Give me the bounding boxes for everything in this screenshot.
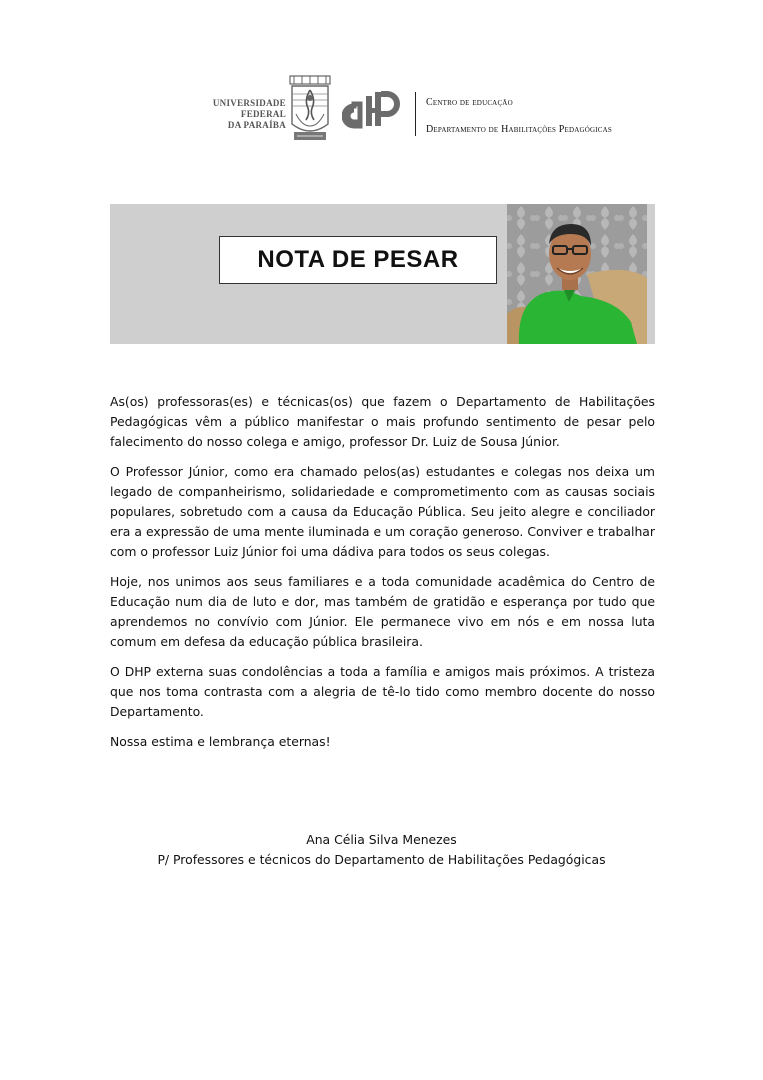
university-line-1: UNIVERSIDADE FEDERAL [212,98,286,119]
signature-block [0,830,763,870]
signature-name: Ana Célia Silva Menezes [306,832,457,847]
university-line-2: DA PARAÍBA [227,120,286,130]
paragraph: O Professor Júnior, como era chamado pelos(as) estudantes e colegas nos deixa um legado de companheirismo, solidariedade e comprometimento com as causas sociais populares, sobretudo com a causa da Educação Pública. Seu jeito alegre e conciliador era a expressão de uma mente iluminada e um coração generoso. Conviver e trabalhar com o professor Luiz Júnior foi uma dádiva para todos os seus colegas. [110,464,655,559]
paragraph: O DHP externa suas condolências a toda a família e amigos mais próximos. A tristeza que nos toma contrasta com a alegria de tê-lo tido como membro docente do nosso Departamento. [110,664,655,719]
signature-role: P/ Professores e técnicos do Departamento de Habilitações Pedagógicas [157,852,606,867]
paragraph: Hoje, nos unimos aos seus familiares e a toda comunidade acadêmica do Centro de Educação num dia de luto e dor, mas também de gratidão e esperança por tudo que aprendemos no convívio com Júnior. Ele permanece vivo em nós e em nossa luta comum em defesa da educação pública brasileira. [110,574,655,649]
title-box [219,236,497,284]
university-name [176,98,286,131]
department-name: Departamento de Habilitações Pedagógicas [426,124,613,135]
center-name: Centro de educação [426,97,513,108]
letterhead [0,70,763,150]
ufpb-crest-icon [288,74,332,144]
note-body [110,392,655,762]
title-banner [110,204,655,344]
paragraph: Nossa estima e lembrança eternas! [110,734,331,749]
page-title: NOTA DE PESAR [257,246,459,273]
portrait-photo [507,204,647,344]
dhp-logo-icon [342,90,400,130]
header-divider [415,92,416,136]
paragraph: As(os) professoras(es) e técnicas(os) que fazem o Departamento de Habilitações Pedagógicas vêm a público manifestar o mais profundo sentimento de pesar pelo falecimento do nosso colega e amigo, professor Dr. Luiz de Sousa Júnior. [110,394,655,449]
